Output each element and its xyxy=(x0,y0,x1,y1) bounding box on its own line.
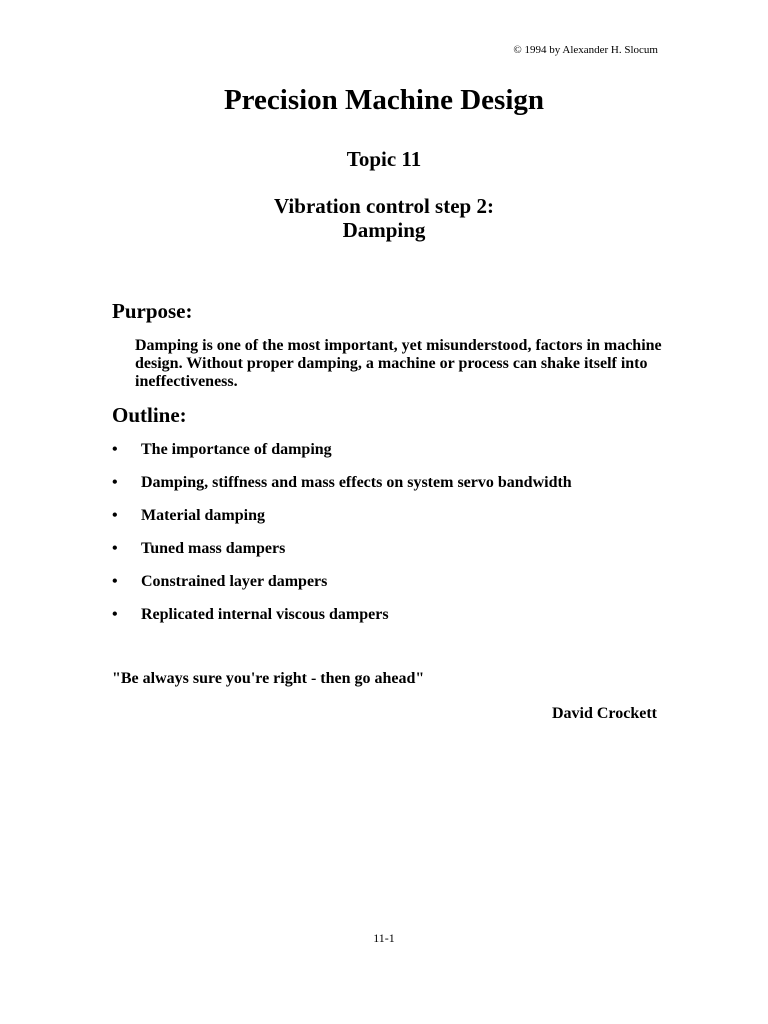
bullet-icon: • xyxy=(112,507,118,524)
purpose-heading: Purpose: xyxy=(112,299,193,323)
outline-item-label: Replicated internal viscous dampers xyxy=(141,606,389,623)
bullet-icon: • xyxy=(112,606,118,623)
outline-item xyxy=(112,507,572,540)
outline-item xyxy=(112,573,572,606)
bullet-icon: • xyxy=(112,540,118,557)
outline-item xyxy=(112,540,572,573)
quotation-author: David Crockett xyxy=(551,705,657,722)
bullet-icon: • xyxy=(112,474,118,491)
page-number: 11-1 xyxy=(373,931,395,945)
subtitle-line-1: Vibration control step 2: xyxy=(274,194,494,218)
outline-list xyxy=(112,441,572,639)
subtitle-line-2: Damping xyxy=(342,218,426,242)
outline-item xyxy=(112,606,572,639)
topic-number: Topic 11 xyxy=(346,147,422,171)
outline-item xyxy=(112,441,572,474)
copyright-notice: © 1994 by Alexander H. Slocum xyxy=(513,44,658,56)
outline-item-label: Material damping xyxy=(141,507,265,524)
outline-item-label: Tuned mass dampers xyxy=(141,540,286,557)
outline-item xyxy=(112,474,572,507)
purpose-paragraph: Damping is one of the most important, yet misunderstood, factors in machine design. Without proper damping, a machine or process can shake itself into ineffectiveness. xyxy=(135,337,662,390)
outline-item-label: Damping, stiffness and mass effects on system servo bandwidth xyxy=(141,474,572,491)
quotation: "Be always sure you're right - then go ahead" xyxy=(112,670,425,687)
bullet-icon: • xyxy=(112,573,118,590)
document-title: Precision Machine Design xyxy=(223,84,545,116)
outline-item-label: Constrained layer dampers xyxy=(141,573,328,590)
bullet-icon: • xyxy=(112,441,118,458)
outline-heading: Outline: xyxy=(112,403,187,427)
topic-subtitle xyxy=(0,194,768,242)
outline-item-label: The importance of damping xyxy=(141,441,332,458)
